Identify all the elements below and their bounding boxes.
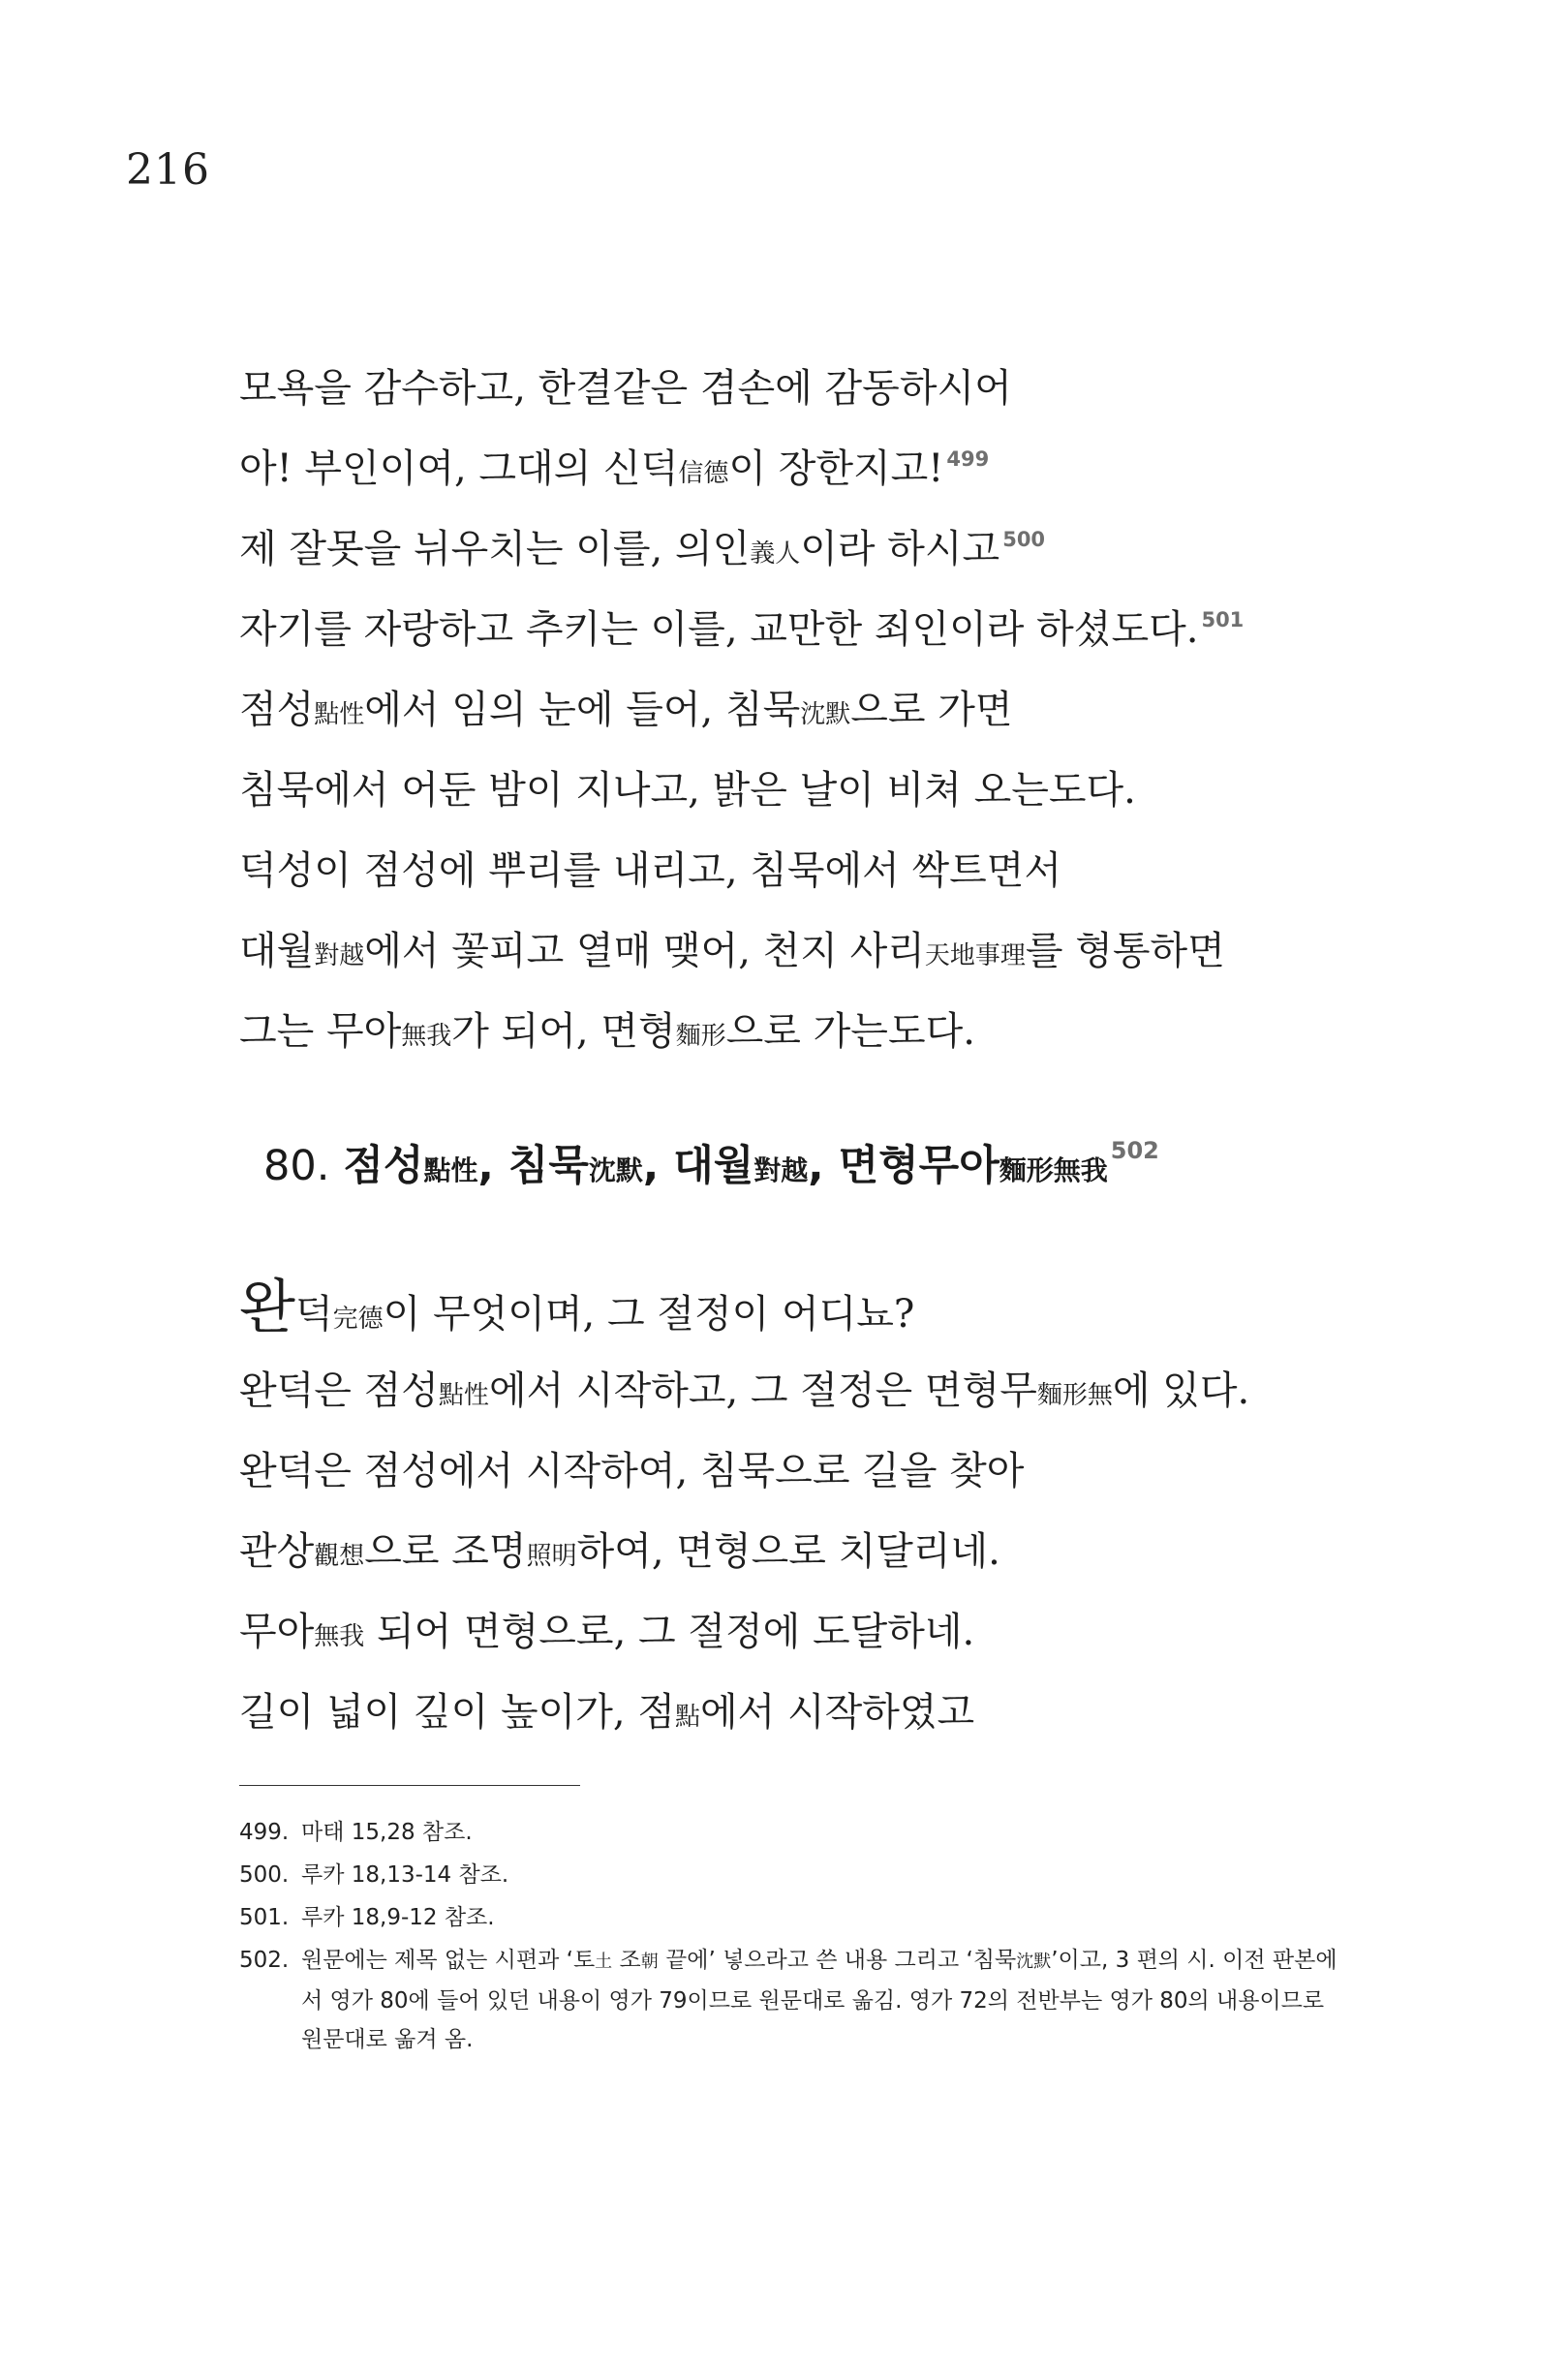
text-segment: , 면형무아 — [808, 1142, 999, 1190]
footnote-ref: 499 — [946, 447, 990, 471]
hanja-gloss: 麵形無我 — [999, 1154, 1108, 1186]
footnote-item — [239, 1941, 1343, 2059]
hanja-gloss: 沈默 — [1016, 1952, 1052, 1972]
text-segment: 으로 가는도다. — [725, 1009, 975, 1054]
footnote-divider — [239, 1785, 580, 1786]
text-segment: 관상 — [239, 1529, 315, 1574]
footnote-number: 502. — [239, 1948, 290, 1973]
section-number: 80. — [263, 1142, 330, 1190]
text-segment: , 침묵 — [477, 1142, 589, 1190]
footnote-number: 500. — [239, 1862, 290, 1888]
footnote-text — [301, 1941, 1343, 2059]
text-segment: 에서 임의 눈에 들어, 침묵 — [364, 688, 801, 732]
hanja-gloss: 土 — [595, 1952, 613, 1972]
text-segment: ’이고, 3 편의 시. 이전 판본에서 영가 80에 들어 있던 내용이 영가 79이므로 원문대로 옮김. 영가 72의 전반부는 영가 80의 내용이므로 원문대로 옮겨 옴. — [301, 1948, 1337, 2052]
text-segment: 그는 무아 — [239, 1009, 402, 1054]
text-segment: 아! 부인이여, 그대의 신덕 — [239, 446, 679, 491]
text-segment: 대월 — [239, 929, 315, 973]
text-segment: 이라 하시고 — [800, 527, 1000, 571]
text-segment: 무아 — [239, 1610, 315, 1654]
text-segment: 침묵에서 어둔 밤이 지나고, 밝은 날이 비쳐 오는도다. — [239, 768, 1136, 813]
text-segment: 점성 — [343, 1142, 424, 1190]
poem-stanza — [239, 356, 1382, 1080]
text-segment: 완덕은 점성에서 시작하여, 침묵으로 길을 찾아 — [239, 1449, 1025, 1493]
text-segment: 모욕을 감수하고, 한결같은 겸손에 감동하시어 — [239, 366, 1012, 411]
text-segment: 자기를 자랑하고 추키는 이를, 교만한 죄인이라 하셨도다. — [239, 607, 1199, 652]
body-text — [239, 1274, 1382, 1761]
text-segment: 되어 면형으로, 그 절정에 도달하네. — [364, 1610, 975, 1654]
hanja-gloss: 無我 — [401, 1022, 452, 1051]
text-segment: 길이 넓이 깊이 높이가, 점 — [239, 1690, 675, 1735]
body-line — [239, 1680, 1382, 1761]
poem-line — [239, 598, 1382, 678]
body-line — [239, 1359, 1382, 1439]
text-segment: 에서 꽃피고 열매 맺어, 천지 사리 — [364, 929, 925, 973]
hanja-gloss: 對越 — [314, 941, 365, 970]
poem-line — [239, 517, 1382, 598]
footnote-ref: 500 — [1002, 528, 1046, 551]
poem-line — [239, 919, 1382, 999]
poem-line — [239, 678, 1382, 758]
text-segment: 이 무엇이며, 그 절정이 어디뇨? — [383, 1292, 915, 1337]
hanja-gloss: 點性 — [438, 1381, 489, 1410]
body-line — [239, 1600, 1382, 1680]
hanja-gloss: 點性 — [314, 700, 365, 729]
text-segment: , 대월 — [642, 1142, 754, 1190]
hanja-gloss: 沈默 — [800, 700, 851, 729]
hanja-gloss: 觀想 — [314, 1542, 365, 1571]
poem-line — [239, 999, 1382, 1080]
footnote-text — [301, 1856, 1343, 1894]
text-segment: 에 있다. — [1112, 1369, 1250, 1413]
footnote-item — [239, 1813, 1343, 1852]
hanja-gloss: 麵形 — [675, 1022, 726, 1051]
text-segment: 덕 — [294, 1292, 333, 1337]
hanja-gloss: 照明 — [526, 1542, 577, 1571]
hanja-gloss: 完德 — [332, 1305, 384, 1334]
text-segment: 루카 18,13-14 참조. — [301, 1862, 509, 1888]
text-segment: 하여, 면형으로 치달리네. — [576, 1529, 1000, 1574]
text-segment: 에서 시작하고, 그 절정은 면형무 — [488, 1369, 1037, 1413]
text-segment: 으로 조명 — [364, 1529, 527, 1574]
text-segment: 원문에는 제목 없는 시편과 ‘토 — [301, 1948, 596, 1973]
footnote-number: 499. — [239, 1820, 290, 1845]
footnote-text — [301, 1898, 1343, 1937]
page-number: 216 — [126, 145, 210, 195]
text-segment: 덕성이 점성에 뿌리를 내리고, 침묵에서 싹트면서 — [239, 848, 1062, 893]
section-title-text — [343, 1142, 1107, 1190]
drop-cap: 완 — [239, 1274, 295, 1341]
text-segment: 조 — [612, 1948, 641, 1973]
poem-line — [239, 437, 1382, 517]
text-segment: 가 되어, 면형 — [451, 1009, 676, 1054]
hanja-gloss: 天地事理 — [924, 941, 1026, 970]
text-segment: 이 장한지고! — [728, 446, 944, 491]
hanja-gloss: 對越 — [753, 1154, 809, 1186]
body-line — [239, 1439, 1382, 1520]
footnote-ref: 502 — [1110, 1137, 1159, 1164]
footnotes — [239, 1813, 1343, 2063]
hanja-gloss: 無我 — [314, 1622, 365, 1651]
section-title — [263, 1133, 1159, 1192]
poem-line — [239, 839, 1382, 919]
text-segment: 를 형통하면 — [1025, 929, 1225, 973]
text-segment: 에서 시작하였고 — [700, 1690, 975, 1735]
text-segment: 완덕은 점성 — [239, 1369, 439, 1413]
footnote-item — [239, 1898, 1343, 1937]
poem-line — [239, 356, 1382, 437]
text-segment: 제 잘못을 뉘우치는 이를, 의인 — [239, 527, 751, 571]
text-segment: 으로 가면 — [850, 688, 1013, 732]
text-segment: 끝에’ 넣으라고 쓴 내용 그리고 ‘침묵 — [658, 1948, 1017, 1973]
hanja-gloss: 義人 — [750, 539, 801, 569]
footnote-number: 501. — [239, 1905, 290, 1930]
footnote-text — [301, 1813, 1343, 1852]
hanja-gloss: 信德 — [678, 459, 729, 488]
hanja-gloss: 麵形無 — [1036, 1381, 1113, 1410]
hanja-gloss: 沈默 — [588, 1154, 643, 1186]
hanja-gloss: 點性 — [423, 1154, 478, 1186]
poem-line — [239, 758, 1382, 839]
footnote-ref: 501 — [1201, 608, 1245, 631]
body-line — [239, 1274, 1382, 1359]
footnote-item — [239, 1856, 1343, 1894]
text-segment: 마태 15,28 참조. — [301, 1820, 473, 1845]
body-line — [239, 1520, 1382, 1600]
text-segment: 점성 — [239, 688, 315, 732]
hanja-gloss: 點 — [674, 1703, 700, 1732]
text-segment: 루카 18,9-12 참조. — [301, 1905, 495, 1930]
hanja-gloss: 朝 — [640, 1952, 659, 1972]
